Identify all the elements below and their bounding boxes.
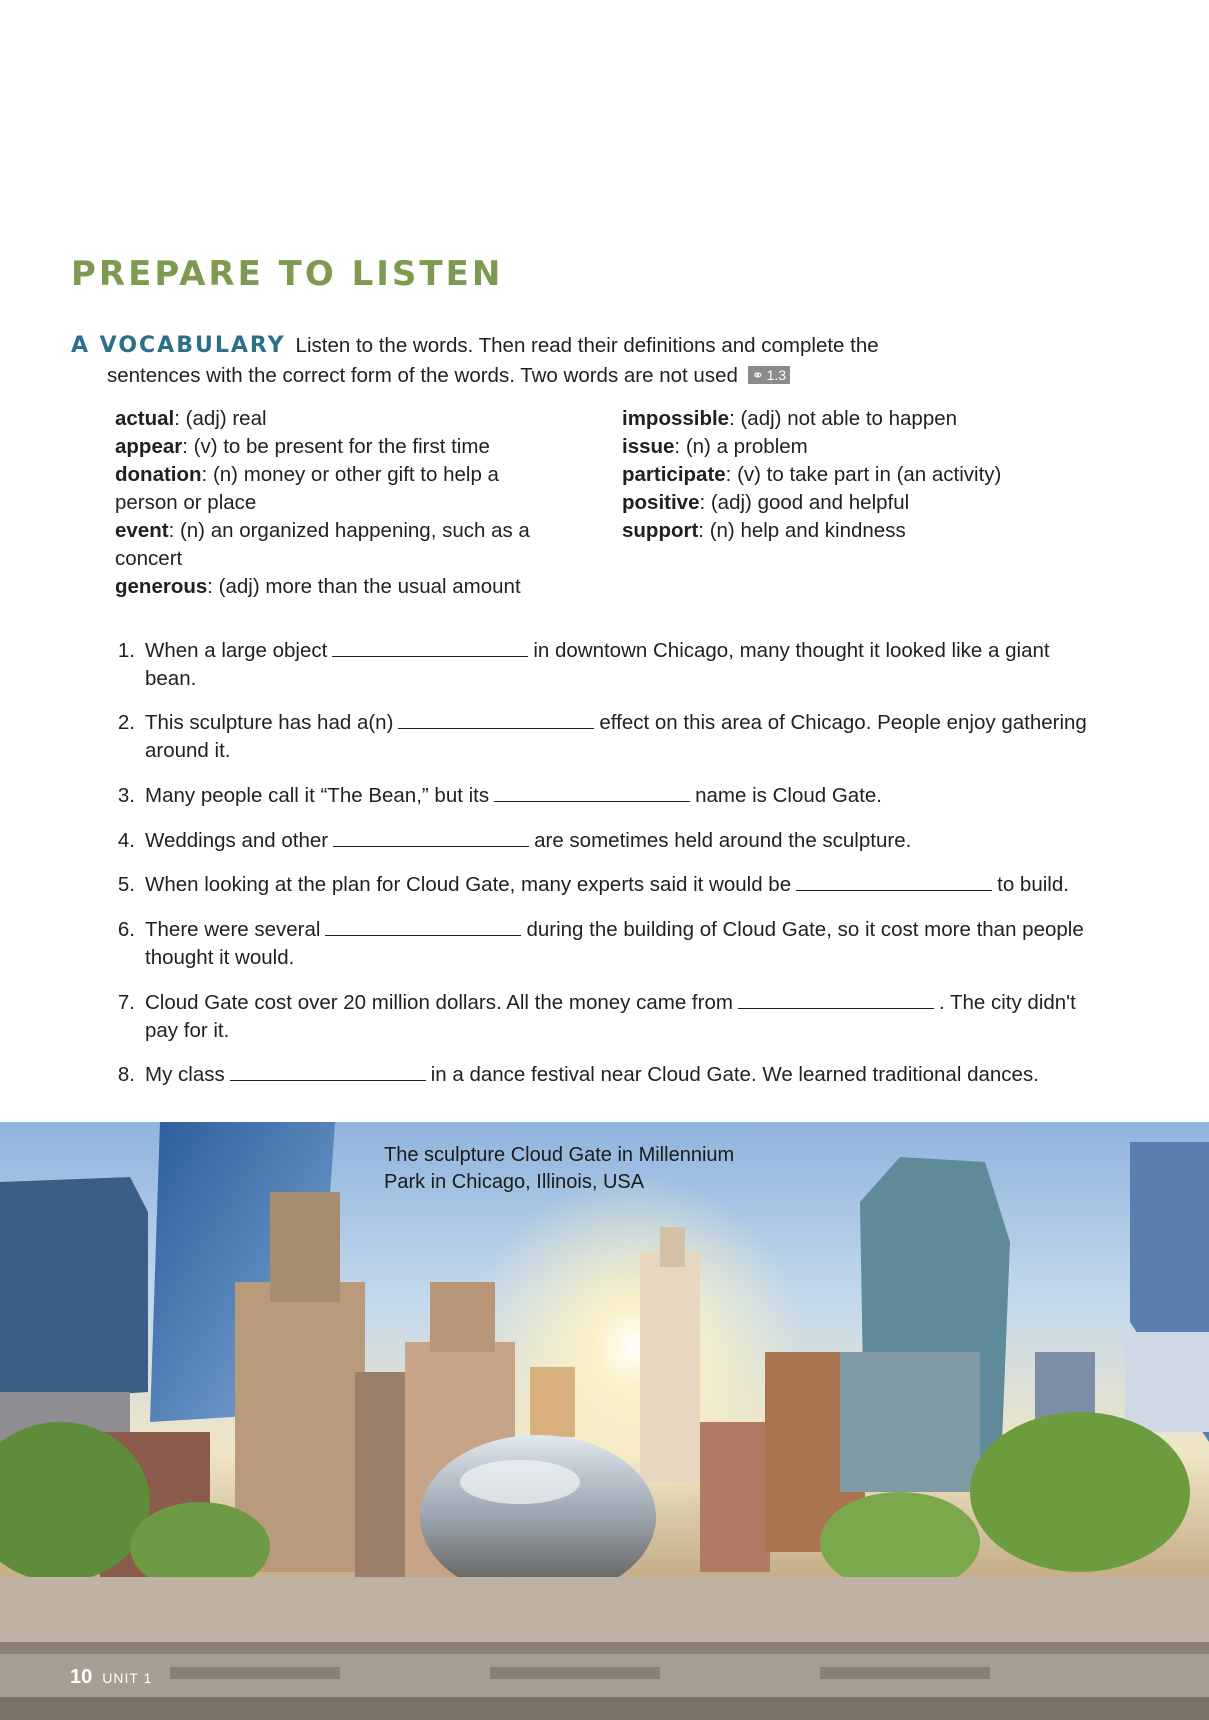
sentence-before: Cloud Gate cost over 20 million dollars. All the money came from — [145, 991, 733, 1014]
exercise-item-8 — [105, 1061, 1105, 1089]
exercise-item-7 — [105, 989, 1105, 1045]
cloud-gate-photo — [0, 1122, 1209, 1720]
vocab-list-left — [115, 405, 555, 601]
answer-blank[interactable] — [325, 919, 521, 936]
vocab-word: event — [115, 519, 169, 542]
item-number: 4. — [117, 829, 135, 852]
exercise-item-5 — [105, 871, 1105, 899]
city-skyline-illustration — [0, 1122, 1209, 1720]
vocab-entry — [115, 461, 555, 517]
answer-blank[interactable] — [796, 874, 992, 891]
sentence-before: My class — [145, 1063, 225, 1086]
item-number: 2. — [117, 711, 135, 734]
activity-label: A VOCABULARY — [71, 333, 286, 358]
vocab-definition: : (v) to be present for the first time — [182, 435, 490, 458]
vocab-definition: : (n) an organized happening, such as a concert — [115, 519, 530, 570]
vocab-word: impossible — [622, 407, 730, 430]
vocab-entry — [622, 433, 1062, 461]
vocab-word: positive — [622, 491, 700, 514]
section-title: PREPARE TO LISTEN — [71, 254, 504, 294]
unit-label: UNIT 1 — [102, 1670, 153, 1686]
sentence-after: . The city didn't pay for it. — [145, 991, 1076, 1042]
sentence-before: There were several — [145, 918, 321, 941]
vocab-entry — [622, 489, 1062, 517]
item-number: 1. — [117, 639, 135, 662]
vocab-definition: : (adj) good and helpful — [699, 491, 910, 514]
answer-blank[interactable] — [333, 830, 529, 847]
answer-blank[interactable] — [494, 785, 690, 802]
vocab-definition: : (n) a problem — [674, 435, 808, 458]
vocab-word: appear — [115, 435, 183, 458]
page-number: 10 — [70, 1666, 93, 1688]
item-number: 3. — [117, 784, 135, 807]
vocab-entry — [115, 433, 555, 461]
item-number: 6. — [117, 918, 135, 941]
vocab-definition: : (v) to take part in (an activity) — [725, 463, 1002, 486]
sentence-before: Many people call it “The Bean,” but its — [145, 784, 490, 807]
exercise-item-3 — [105, 782, 1105, 810]
instruction-line-2-wrap — [71, 361, 1121, 391]
answer-blank[interactable] — [738, 992, 934, 1009]
item-number: 5. — [117, 873, 135, 896]
photo-caption-line-2: Park in Chicago, Illinois, USA — [384, 1171, 645, 1193]
sentence-before: This sculpture has had a(n) — [145, 711, 394, 734]
sentence-after: are sometimes held around the sculpture. — [534, 829, 912, 852]
exercise-item-1 — [105, 637, 1105, 693]
sentence-after: in a dance festival near Cloud Gate. We learned traditional dances. — [430, 1063, 1039, 1086]
vocab-entry — [622, 405, 1062, 433]
sentence-before: Weddings and other — [145, 829, 329, 852]
sentence-after: in downtown Chicago, many thought it looked like a giant bean. — [145, 639, 1050, 690]
vocab-definition: : (adj) real — [174, 407, 267, 430]
exercise-item-4 — [105, 827, 1105, 855]
page-footer — [70, 1666, 152, 1689]
sentence-after: during the building of Cloud Gate, so it cost more than people thought it would. — [145, 918, 1084, 969]
vocab-list-right — [622, 405, 1062, 545]
vocab-word: donation — [115, 463, 202, 486]
instruction-line-1: Listen to the words. Then read their definitions and complete the — [295, 334, 879, 357]
sentence-after: name is Cloud Gate. — [695, 784, 882, 807]
activity-header — [71, 331, 1121, 391]
vocab-word: generous — [115, 575, 208, 598]
exercise-item-6 — [105, 916, 1105, 972]
sentence-after: effect on this area of Chicago. People enjoy gathering around it. — [145, 711, 1087, 762]
sentence-after: to build. — [997, 873, 1069, 896]
exercise-item-2 — [105, 709, 1105, 765]
vocab-entry — [115, 517, 555, 573]
vocab-word: actual — [115, 407, 175, 430]
answer-blank[interactable] — [332, 640, 528, 657]
headphones-icon: ⚭ — [751, 367, 764, 383]
vocab-definition: : (adj) more than the usual amount — [207, 575, 521, 598]
item-number: 8. — [117, 1063, 135, 1086]
photo-caption-line-1: The sculpture Cloud Gate in Millennium — [384, 1144, 735, 1166]
vocab-definition: : (n) money or other gift to help a person or place — [115, 463, 499, 514]
vocab-entry — [622, 461, 1062, 489]
sentence-before: When a large object — [145, 639, 328, 662]
sentence-before: When looking at the plan for Cloud Gate, many experts said it would be — [145, 873, 792, 896]
vocab-definition: : (n) help and kindness — [698, 519, 906, 542]
vocab-entry — [115, 405, 555, 433]
item-number: 7. — [117, 991, 135, 1014]
vocab-word: participate — [622, 463, 726, 486]
vocab-entry — [622, 517, 1062, 545]
audio-track-number: 1.3 — [766, 367, 787, 383]
photo-caption — [384, 1142, 804, 1196]
vocab-word: support — [622, 519, 699, 542]
vocab-entry — [115, 573, 555, 601]
instruction-line-2: sentences with the correct form of the words. Two words are not used — [107, 364, 738, 387]
vocab-definition: : (adj) not able to happen — [729, 407, 958, 430]
audio-track-badge[interactable] — [748, 366, 790, 384]
answer-blank[interactable] — [230, 1064, 426, 1081]
vocab-word: issue — [622, 435, 675, 458]
answer-blank[interactable] — [398, 712, 594, 729]
